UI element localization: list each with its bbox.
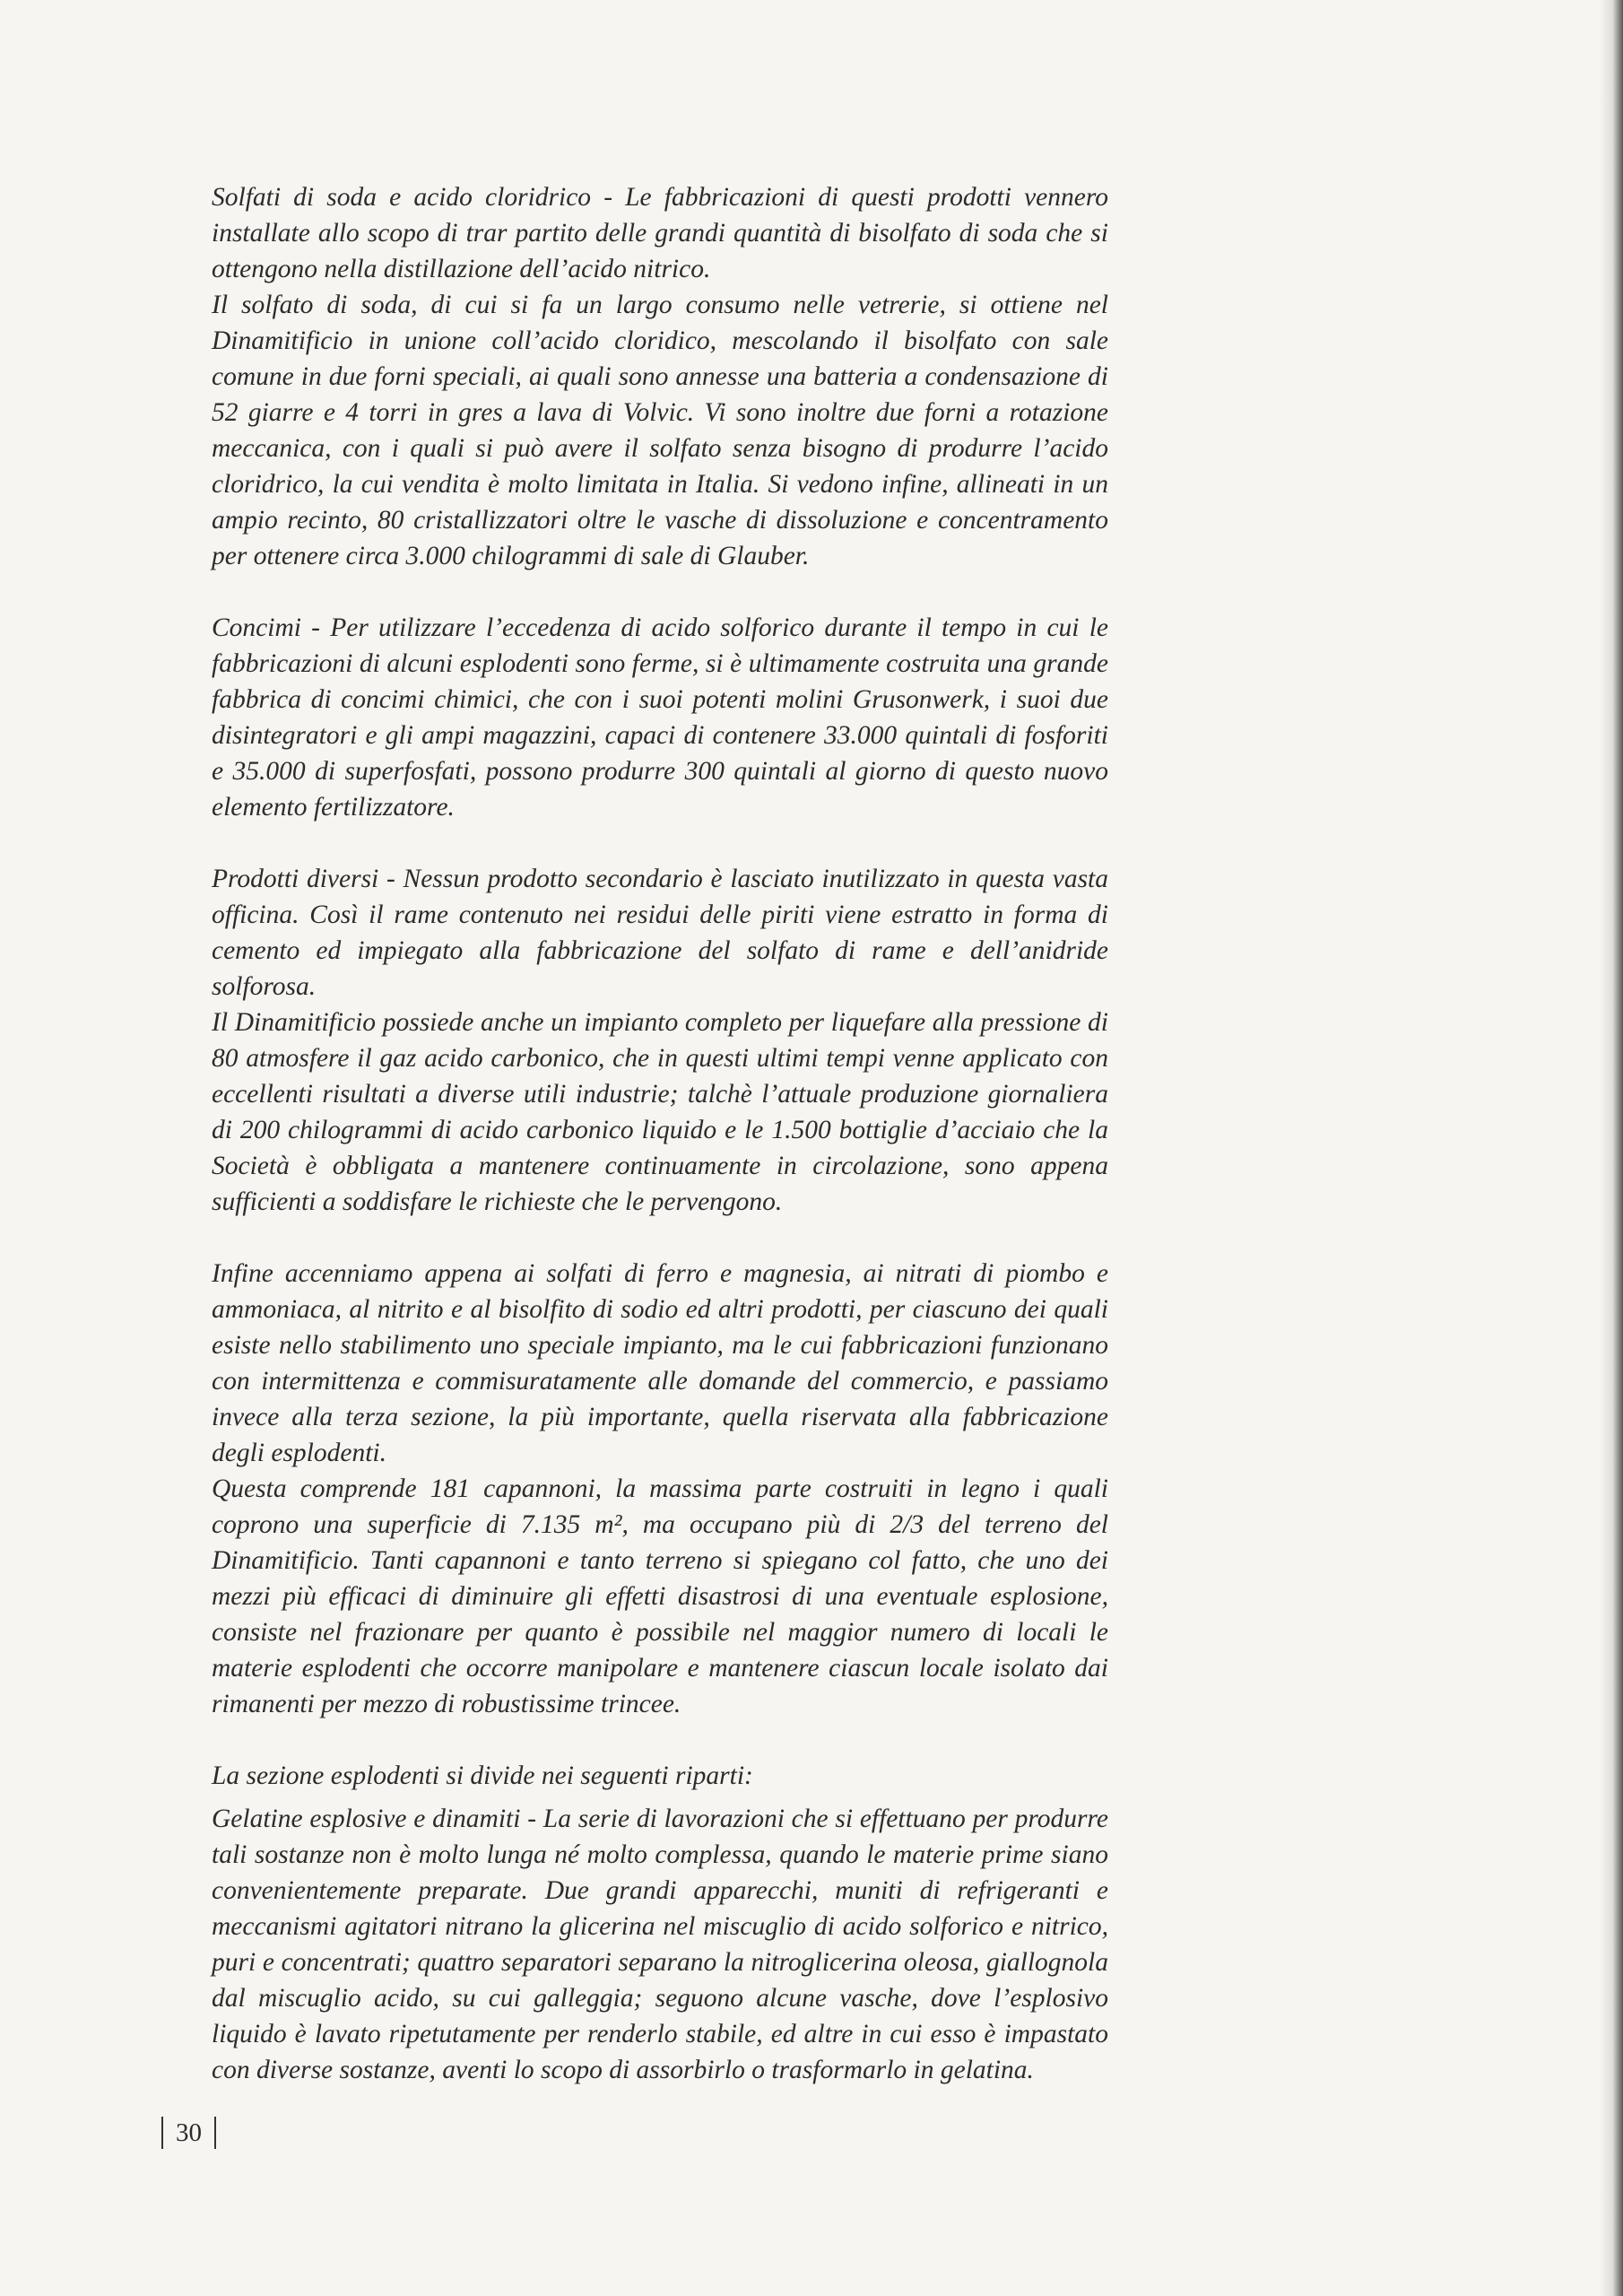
paragraph-solfato-di-soda <box>212 287 1108 574</box>
paragraph-concimi <box>212 610 1108 825</box>
paragraph-text: Infine accenniamo appena ai solfati di ferro e magnesia, ai nitrati di piombo e ammoniaca, al nitrito e al bisolfito di sodio ed altri prodotti, per ciascuno dei quali esiste nello stabilimento uno speciale impianto, ma le cui fabbricazioni funzionano con intermittenza e commisuratamente alle domande del commercio, e passiamo invece alla terza sezione, la più importante, quella riservata alla fabbricazione degli esplodenti. <box>212 1259 1108 1467</box>
runin-heading: Concimi <box>212 613 301 642</box>
paragraph-gap <box>212 1722 1108 1758</box>
paragraph-text: La sezione esplodenti si divide nei seguenti riparti: <box>212 1761 753 1790</box>
runin-heading: Prodotti diversi <box>212 865 379 893</box>
paragraph-text: - La serie di lavorazioni che si effettuano per produrre tali sostanze non è molto lunga né molto complessa, quando le materie prime siano convenientemente preparate. Due grandi apparecchi, muniti di refrigeranti e meccanismi agitatori nitrano la glicerina nel miscuglio di acido solforico e nitrico, puri e concentrati; quattro separatori separano la nitroglicerina oleosa, giallognola dal miscuglio acido, su cui galleggia; seguono alcune vasche, dove l’esplosivo liquido è lavato ripetutamente per renderlo stabile, ed altre in cui esso è impastato con diverse sostanze, aventi lo scopo di assorbirlo o trasformarlo in gelatina. <box>212 1805 1108 2084</box>
page-folio <box>161 2115 216 2151</box>
paragraph-solfati <box>212 179 1108 287</box>
paragraph-gap <box>212 825 1108 861</box>
paragraph-text: - Nessun prodotto secondario è lasciato inutilizzato in questa vasta officina. Così il rame contenuto nei residui delle piriti viene estratto in forma di cemento ed impiegato alla fabbricazione del solfato di rame e dell’anidride solforosa. <box>212 865 1108 1001</box>
paragraph-infine <box>212 1256 1108 1471</box>
runin-heading: Solfati di soda e acido cloridrico <box>212 183 592 212</box>
paragraph-gap <box>212 574 1108 610</box>
page-number: 30 <box>176 2118 202 2147</box>
paragraph-text: Il solfato di soda, di cui si fa un largo consumo nelle vetrerie, si ottiene nel Dinamitificio in unione coll’acido cloridico, mescolando il bisolfato con sale comune in due forni speciali, ai quali sono annesse una batteria a condensazione di 52 giarre e 4 torri in gres a lava di Volvic. Vi sono inoltre due forni a rotazione meccanica, con i quali si può avere il solfato senza bisogno di produrre l’acido cloridrico, la cui vendita è molto limitata in Italia. Si vedono infine, allineati in un ampio recinto, 80 cristallizzatori oltre le vasche di dissoluzione e concentramento per ottenere circa 3.000 chilogrammi di sale di Glauber. <box>212 291 1108 570</box>
paragraph-text: - Per utilizzare l’eccedenza di acido solforico durante il tempo in cui le fabbricazioni di alcuni esplodenti sono ferme, si è ultimamente costruita una grande fabbrica di concimi chimici, che con i suoi potenti molini Grusonwerk, i suoi due disintegratori e gli ampi magazzini, capaci di contenere 33.000 quintali di fosforiti e 35.000 di superfosfati, possono produrre 300 quintali al giorno di questo nuovo elemento fertilizzatore. <box>212 613 1108 822</box>
paragraph-acido-carbonico <box>212 1004 1108 1220</box>
paragraph-text: Questa comprende 181 capannoni, la massima parte costruiti in legno i quali coprono una superficie di 7.135 m², ma occupano più di 2/3 del terreno del Dinamitificio. Tanti capannoni e tanto terreno si spiegano col fatto, che uno dei mezzi più efficaci di diminuire gli effetti disastrosi di una eventuale esplosione, consiste nel frazionare per quanto è possibile nel maggior numero di locali le materie esplodenti che occorre manipolare e mantenere ciascun locale isolato dai rimanenti per mezzo di robustissime trincee. <box>212 1474 1108 1718</box>
paragraph-gap <box>212 1220 1108 1256</box>
paragraph-gelatine <box>212 1801 1108 2088</box>
paragraph-capannoni <box>212 1471 1108 1722</box>
paragraph-sezione-esplodenti <box>212 1758 1108 1794</box>
body-text <box>212 179 1108 2088</box>
paragraph-text: Il Dinamitificio possiede anche un impianto completo per liquefare alla pressione di 80 atmosfere il gaz acido carbonico, che in questi ultimi tempi venne applicato con eccellenti risultati a diverse utili industrie; talchè l’attuale produzione giornaliera di 200 chilogrammi di acido carbonico liquido e le 1.500 bottiglie d’acciaio che la Società è obbligata a mantenere continuamente in circolazione, sono appena sufficienti a soddisfare le richieste che le pervengono. <box>212 1008 1108 1216</box>
binding-shadow <box>1600 0 1623 2296</box>
runin-heading: Gelatine esplosive e dinamiti <box>212 1805 521 1833</box>
folio-rule-right <box>214 2117 216 2149</box>
paragraph-text: - Le fabbricazioni di questi prodotti vennero installate allo scopo di trar partito delle grandi quantità di bisolfato di soda che si ottengono nella distillazione dell’acido nitrico. <box>212 183 1108 283</box>
paragraph-prodotti-diversi <box>212 861 1108 1004</box>
